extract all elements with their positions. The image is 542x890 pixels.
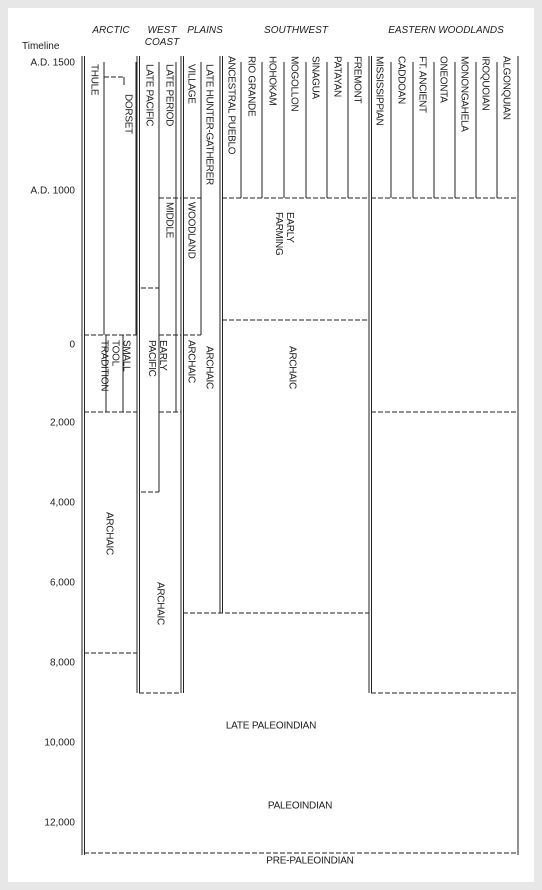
culture-early-pacific: [146, 340, 168, 377]
culture-early-farming-line: EARLY: [284, 212, 295, 243]
culture-middle: [164, 202, 175, 239]
culture-fremont-line: FREMONT: [351, 56, 363, 104]
culture-early-pacific-line: EARLY: [157, 340, 168, 371]
region-header-arctic-line: ARCTIC: [92, 25, 130, 36]
culture-village-line: VILLAGE: [185, 64, 197, 104]
culture-village: [186, 64, 197, 104]
period-paleoindian: [268, 801, 332, 812]
culture-algonquian-group: [501, 56, 512, 120]
period-west-coast-archaic: [155, 582, 166, 625]
culture-mogollon-line: MOGOLLON: [288, 56, 300, 112]
culture-caddoan-group: [396, 56, 407, 104]
culture-small-tool-tradition-group: [99, 340, 132, 391]
culture-ft-ancient-group: [417, 56, 428, 113]
region-header-west-coast-line: COAST: [144, 37, 180, 48]
culture-sinagua: [310, 56, 321, 100]
timeline-label: 2,000: [49, 417, 75, 429]
culture-late-hunter-gatherer-group: [204, 64, 215, 185]
culture-woodland: [186, 202, 197, 259]
period-arctic-archaic-group: [104, 512, 115, 555]
culture-thule: [89, 64, 100, 96]
culture-fremont: [352, 56, 363, 104]
culture-sinagua-line: SINAGUA: [309, 56, 321, 99]
period-pre-paleoindian: [266, 856, 353, 867]
culture-late-hunter-gatherer-line: LATE HUNTER-GATHERER: [203, 64, 215, 185]
region-header-plains-line: PLAINS: [187, 25, 223, 36]
culture-mississippian: [374, 56, 385, 126]
culture-mogollon-group: [289, 56, 300, 111]
period-late-paleoindian-line: LATE PALEOINDIAN: [225, 720, 317, 732]
culture-hohokam-line: HOHOKAM: [266, 56, 278, 106]
culture-monongahela: [459, 56, 470, 132]
culture-plains-archaic-line: ARCHAIC: [185, 340, 197, 383]
culture-plains-archaic-2-line: ARCHAIC: [203, 346, 215, 389]
culture-woodland-line: WOODLAND: [185, 202, 197, 259]
period-paleoindian-line: PALEOINDIAN: [267, 800, 333, 812]
culture-sinagua-group: [310, 56, 321, 100]
culture-hohokam: [267, 56, 278, 106]
culture-thule-line: THULE: [88, 64, 100, 96]
culture-oneonta-group: [438, 56, 449, 103]
culture-early-pacific-line: PACIFIC: [146, 340, 157, 377]
timeline-label: 6,000: [49, 577, 75, 589]
period-pre-paleoindian-line: PRE-PALEOINDIAN: [266, 855, 354, 867]
culture-village-group: [186, 64, 197, 104]
culture-oneonta-line: ONEONTA: [437, 56, 449, 103]
culture-late-period: [164, 64, 175, 126]
culture-southwest-archaic-group: [287, 346, 298, 389]
culture-early-farming: [273, 212, 295, 256]
culture-caddoan: [396, 56, 407, 104]
culture-late-pacific-line: LATE PACIFIC: [143, 64, 155, 127]
culture-ft-ancient: [417, 56, 428, 113]
culture-plains-archaic-2: [204, 346, 215, 389]
culture-dorset-line: DORSET: [122, 94, 134, 134]
region-header-arctic: [91, 25, 130, 36]
culture-middle-group: [164, 202, 175, 239]
culture-plains-archaic: [186, 340, 197, 383]
culture-mogollon: [289, 56, 300, 111]
timeline-label: 4,000: [49, 497, 75, 509]
timeline-label: 0: [69, 339, 75, 351]
culture-caddoan-line: CADDOAN: [395, 56, 407, 104]
period-west-coast-archaic-line: ARCHAIC: [154, 582, 166, 625]
culture-algonquian-line: ALGONQUIAN: [500, 56, 512, 120]
period-arctic-archaic-line: ARCHAIC: [103, 512, 115, 555]
culture-middle-line: MIDDLE: [163, 202, 175, 238]
culture-thule-group: [89, 64, 100, 96]
culture-fremont-group: [352, 56, 363, 104]
region-header-west-coast: [145, 25, 180, 48]
culture-early-pacific-group: [146, 340, 168, 377]
culture-southwest-archaic-line: ARCHAIC: [286, 346, 298, 389]
culture-iroquoian-line: IROQUOIAN: [479, 56, 491, 111]
culture-late-pacific: [144, 64, 155, 126]
timeline-label: A.D. 1500: [30, 57, 75, 69]
culture-ancestral-pueblo: [226, 56, 237, 155]
culture-patayan-line: PATAYAN: [331, 56, 343, 97]
timeline-header: Timeline: [22, 41, 60, 52]
culture-mississippian-line: MISSISSIPPIAN: [373, 56, 385, 126]
region-header-eastern-woodlands: [388, 25, 504, 36]
period-arctic-archaic: [104, 512, 115, 555]
timeline-label: 8,000: [49, 657, 75, 669]
culture-small-tool-tradition-line: TOOL: [109, 340, 121, 366]
culture-dorset-group: [123, 94, 134, 134]
culture-patayan-group: [332, 56, 343, 97]
period-west-coast-archaic-group: [155, 582, 166, 625]
culture-hohokam-group: [267, 56, 278, 106]
culture-late-period-line: LATE PERIOD: [163, 64, 175, 127]
culture-small-tool-tradition: [99, 340, 132, 391]
timeline-label: 12,000: [44, 817, 75, 829]
culture-small-tool-tradition-line: SMALL: [120, 340, 132, 372]
culture-iroquoian: [480, 56, 491, 111]
culture-plains-archaic-2-group: [204, 346, 215, 389]
culture-ancestral-pueblo-line: ANCESTRAL PUEBLO: [225, 56, 237, 155]
culture-early-farming-group: [273, 212, 295, 256]
culture-ft-ancient-line: FT. ANCIENT: [416, 56, 428, 113]
period-late-paleoindian: [226, 721, 316, 732]
culture-mississippian-group: [374, 56, 385, 126]
culture-rio-grande-line: RIO GRANDE: [245, 56, 257, 117]
region-header-plains: [187, 25, 223, 36]
culture-early-farming-line: FARMING: [273, 212, 284, 256]
culture-iroquoian-group: [480, 56, 491, 111]
timeline-label: A.D. 1000: [30, 185, 75, 197]
culture-small-tool-tradition-line: TRADITION: [98, 340, 110, 392]
culture-monongahela-group: [459, 56, 470, 132]
region-header-eastern-woodlands-line: EASTERN WOODLANDS: [388, 25, 504, 36]
culture-rio-grande-group: [246, 56, 257, 117]
culture-rio-grande: [246, 56, 257, 117]
culture-woodland-group: [186, 202, 197, 259]
culture-late-hunter-gatherer: [204, 64, 215, 185]
region-header-west-coast-line: WEST: [147, 25, 177, 36]
culture-ancestral-pueblo-group: [226, 56, 237, 155]
culture-southwest-archaic: [287, 346, 298, 389]
culture-late-period-group: [164, 64, 175, 126]
culture-oneonta: [438, 56, 449, 103]
region-header-southwest: [264, 25, 329, 36]
culture-algonquian: [501, 56, 512, 120]
timeline-label: 10,000: [44, 737, 75, 749]
region-header-southwest-line: SOUTHWEST: [264, 25, 328, 36]
culture-dorset: [123, 94, 134, 134]
culture-late-pacific-group: [144, 64, 155, 126]
culture-monongahela-line: MONONGAHELA: [458, 56, 470, 132]
culture-patayan: [332, 56, 343, 97]
culture-plains-archaic-group: [186, 340, 197, 383]
